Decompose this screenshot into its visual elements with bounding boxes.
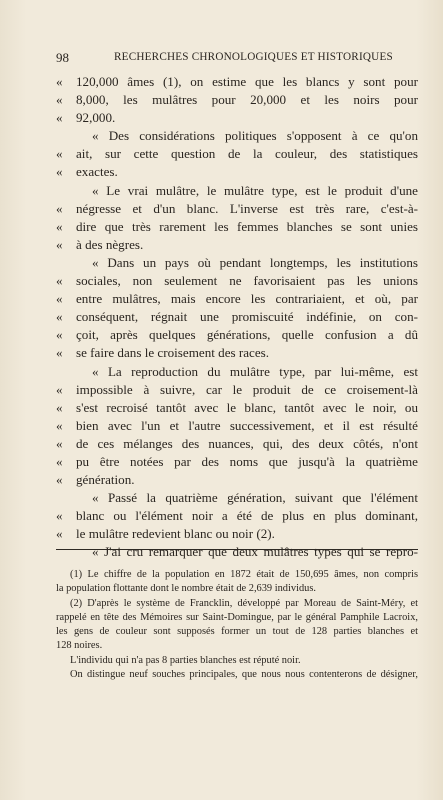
text-line	[56, 543, 418, 561]
quote-mark: «	[56, 345, 63, 361]
line-text: impossible à suivre, car le produit de ce croisement-là	[76, 381, 418, 397]
text-line	[56, 73, 418, 91]
text-line	[56, 127, 418, 145]
quote-mark: «	[56, 417, 63, 433]
line-text: exactes.	[76, 164, 118, 180]
quote-mark: «	[56, 309, 63, 325]
quote-mark: «	[56, 435, 63, 451]
quote-mark: «	[56, 236, 63, 252]
quote-mark: «	[56, 74, 63, 89]
text-line	[56, 308, 418, 326]
line-text: sociales, non seulement ne favorisaient pas les unions	[76, 273, 418, 289]
text-line	[56, 507, 418, 525]
line-text: à des nègres.	[76, 236, 144, 252]
text-line	[56, 399, 418, 417]
text-line	[56, 381, 418, 399]
text-line	[56, 200, 418, 218]
line-text: s'est recroisé tantôt avec le blanc, tantôt avec le noir, ou	[76, 399, 418, 415]
line-text: « La reproduction du mulâtre type, par lui-même, est	[92, 363, 418, 379]
quote-mark: «	[56, 200, 63, 216]
line-text: pu être notées par des noms que jusqu'à la quatrième	[76, 453, 418, 469]
text-line	[56, 290, 418, 308]
quote-mark: «	[56, 526, 63, 542]
quote-mark: «	[56, 110, 63, 126]
line-text: entre mulâtres, mais encore les contrariaient, et où, par	[76, 291, 418, 307]
text-line	[56, 109, 418, 127]
footnotes	[56, 568, 418, 682]
line-text: 8,000, les mulâtres pour 20,000 et les noirs pour	[76, 92, 418, 108]
quote-mark: «	[56, 273, 63, 289]
line-text: çoit, après quelques générations, quelle confusion a dû	[76, 327, 418, 343]
text-line	[56, 525, 418, 543]
text-line	[56, 182, 418, 200]
line-text: blanc ou l'élément noir a été de plus en plus dominant,	[76, 508, 418, 524]
page-number: 98	[56, 50, 69, 65]
line-text: conséquent, régnait une promiscuité indéfinie, on con-	[76, 309, 418, 325]
text-line	[56, 453, 418, 471]
quote-mark: «	[56, 399, 63, 415]
line-text: 92,000.	[76, 110, 116, 126]
text-line	[56, 145, 418, 163]
line-text: négresse et d'un blanc. L'inverse est très rare, c'est-à-	[76, 200, 418, 216]
text-line	[56, 344, 418, 362]
text-line	[56, 91, 418, 109]
running-title: RECHERCHES CHRONOLOGIQUES ET HISTORIQUES	[114, 51, 393, 63]
line-text: bien avec l'un et l'autre successivement, et il est résulté	[76, 417, 418, 433]
line-text: de ces mélanges des nuances, qui, des deux côtés, n'ont	[76, 435, 418, 451]
line-text: « J'ai cru remarquer que deux mulâtres types qui se repro-	[92, 544, 418, 560]
text-line	[56, 254, 418, 272]
line-text: « Des considérations politiques s'opposent à ce qu'on	[92, 128, 418, 144]
line-text: « Dans un pays où pendant longtemps, les institutions	[92, 254, 418, 270]
line-text: « Passé la quatrième génération, suivant que l'élément	[92, 490, 418, 506]
quote-mark: «	[56, 381, 63, 397]
quote-mark: «	[56, 327, 63, 343]
body-text	[56, 73, 418, 562]
text-line	[56, 326, 418, 344]
footnote-line: la population flottante dont le nombre était de 2,639 individus.	[56, 583, 317, 595]
line-text: ait, sur cette question de la couleur, des statistiques	[76, 146, 418, 162]
quote-mark: «	[56, 291, 63, 307]
text-line	[56, 236, 418, 254]
quote-mark: «	[56, 92, 63, 108]
quote-mark: «	[56, 508, 63, 524]
text-line	[56, 489, 418, 507]
footnote-line: 128 noires.	[56, 640, 103, 652]
text-line	[56, 435, 418, 453]
footnote-line: On distingue neuf souches principales, que nous nous contenterons de désigner,	[70, 669, 418, 681]
text-line	[56, 417, 418, 435]
line-text: dire que très rarement les femmes blanches se sont unies	[76, 218, 418, 234]
page-header	[56, 50, 412, 66]
quote-mark: «	[56, 453, 63, 469]
footnote-line: (1) Le chiffre de la population en 1872 était de 150,695 âmes, non compris	[70, 569, 418, 580]
quote-mark: «	[56, 164, 63, 180]
footnote-divider	[56, 549, 418, 550]
line-text: génération.	[76, 472, 135, 488]
line-text: 120,000 âmes (1), on estime que les blancs y sont pour	[76, 74, 418, 89]
text-line	[56, 163, 418, 181]
line-text: « Le vrai mulâtre, le mulâtre type, est le produit d'une	[92, 182, 418, 198]
text-line	[56, 272, 418, 290]
quote-mark: «	[56, 146, 63, 162]
line-text: se faire dans le croisement des races.	[76, 345, 270, 361]
line-text: le mulâtre redevient blanc ou noir (2).	[76, 526, 275, 542]
footnote-line: les gens de couleur sont supposés former un tout de 128 parties blanches et	[56, 626, 418, 638]
footnote-line: rappelé en tête des Mémoires sur Saint-Domingue, par le général Pamphile Lacroix,	[56, 611, 418, 623]
text-line	[56, 363, 418, 381]
footnote-line: (2) D'après le système de Francklin, développé par Moreau de Saint-Méry, et	[70, 597, 418, 609]
text-line	[56, 471, 418, 489]
quote-mark: «	[56, 218, 63, 234]
footnote-line: L'individu qui n'a pas 8 parties blanches est réputé noir.	[70, 654, 301, 666]
quote-mark: «	[56, 472, 63, 488]
text-line	[56, 218, 418, 236]
